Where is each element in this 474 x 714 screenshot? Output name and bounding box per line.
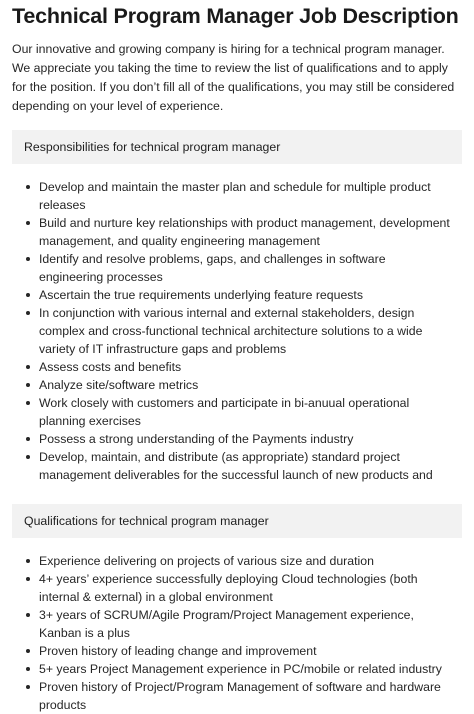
list-item: In conjunction with various internal and external stakeholders, design complex and cross-functional technical architecture solutions to a wide variety of IT infrastructure gaps and problems <box>39 304 462 358</box>
list-item: Proven history of leading change and improvement <box>39 642 462 660</box>
list-item: Develop, maintain, and distribute (as appropriate) standard project management deliverables for the successful launch of new products and <box>39 448 462 484</box>
qualifications-list <box>12 552 462 714</box>
list-item: 5+ years Project Management experience in PC/mobile or related industry <box>39 660 462 678</box>
qualifications-heading: Qualifications for technical program manager <box>12 504 462 538</box>
page-title: Technical Program Manager Job Description <box>12 4 459 28</box>
list-item: Ascertain the true requirements underlying feature requests <box>39 286 462 304</box>
responsibilities-heading: Responsibilities for technical program manager <box>12 130 462 164</box>
list-item: Possess a strong understanding of the Payments industry <box>39 430 462 448</box>
list-item: 3+ years of SCRUM/Agile Program/Project Management experience, Kanban is a plus <box>39 606 462 642</box>
list-item: Assess costs and benefits <box>39 358 462 376</box>
list-item: Experience delivering on projects of various size and duration <box>39 552 462 570</box>
responsibilities-list <box>12 178 462 484</box>
list-item: Identify and resolve problems, gaps, and challenges in software engineering processes <box>39 250 462 286</box>
list-item: Proven history of Project/Program Management of software and hardware products <box>39 678 462 714</box>
list-item: 4+ years’ experience successfully deploying Cloud technologies (both internal & external) in a global environment <box>39 570 462 606</box>
list-item: Analyze site/software metrics <box>39 376 462 394</box>
list-item: Work closely with customers and participate in bi-anuual operational planning exercises <box>39 394 462 430</box>
intro-paragraph: Our innovative and growing company is hiring for a technical program manager. We appreciate you taking the time to review the list of qualifications and to apply for the position. If you don’t fill all of the qualifications, you may still be considered depending on your level of experience. <box>12 42 455 113</box>
list-item: Build and nurture key relationships with product management, development management, and quality engineering management <box>39 214 462 250</box>
list-item: Develop and maintain the master plan and schedule for multiple product releases <box>39 178 462 214</box>
